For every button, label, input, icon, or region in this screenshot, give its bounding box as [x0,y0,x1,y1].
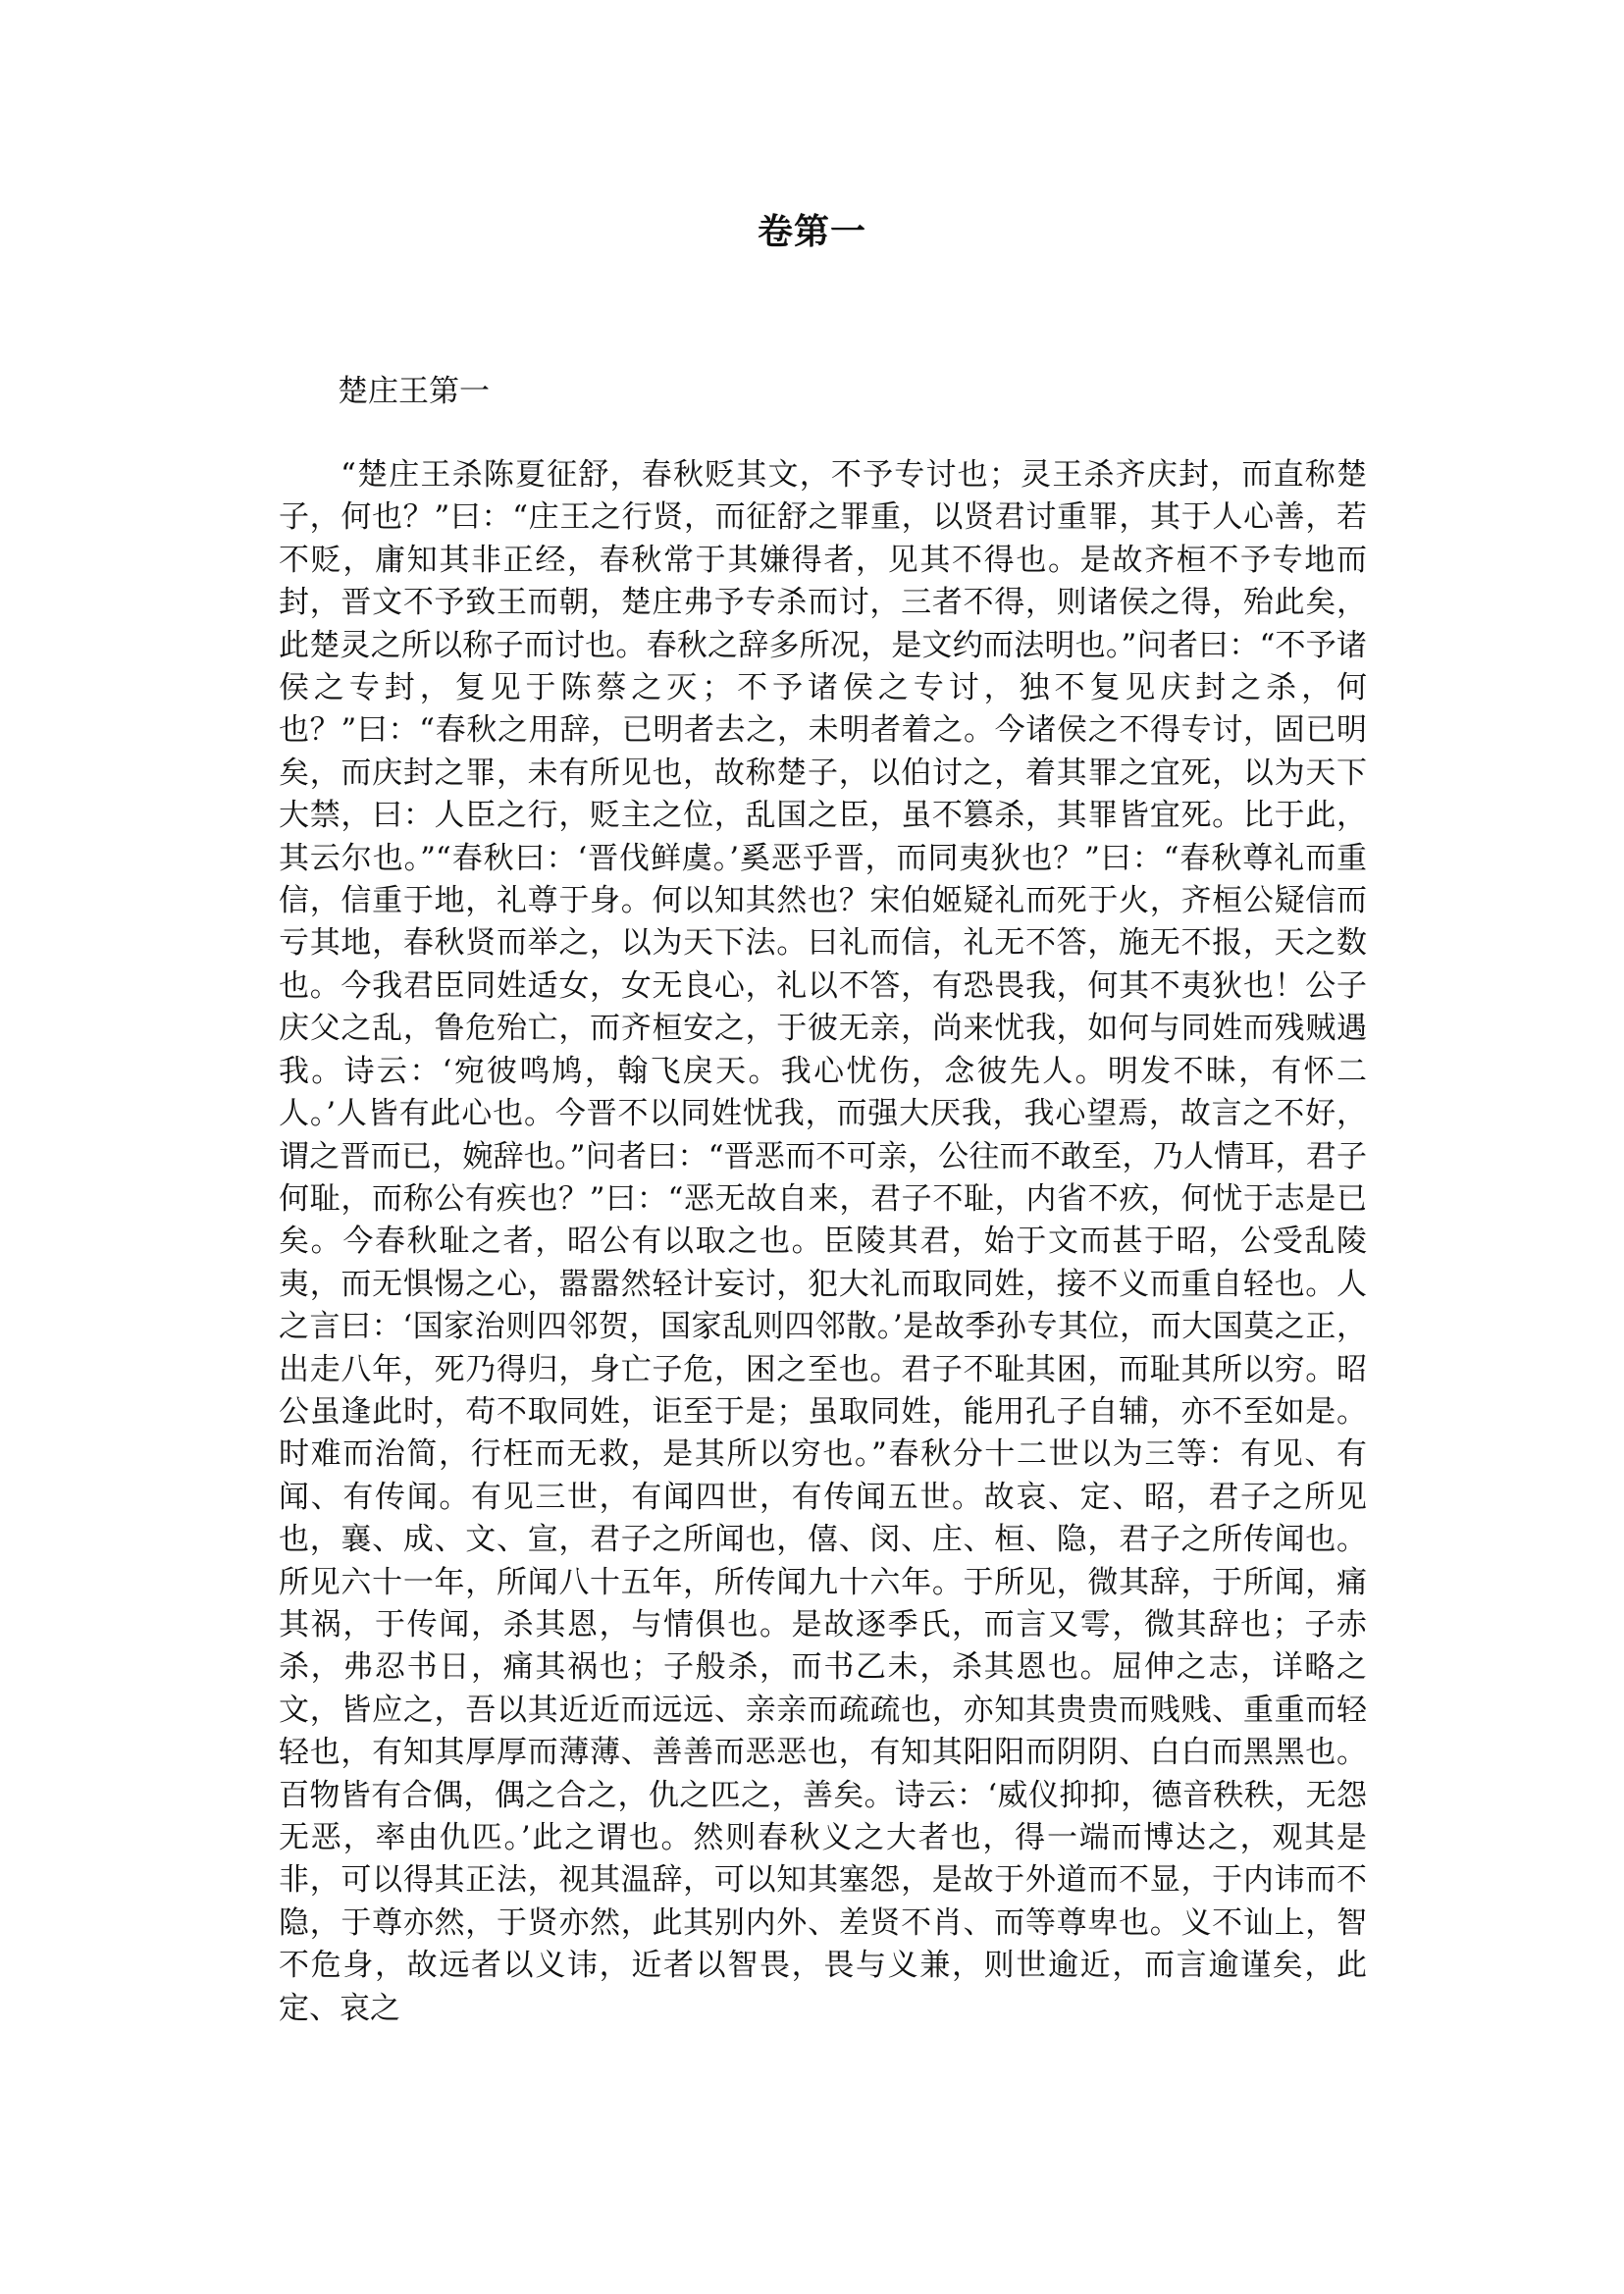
body-paragraph: “楚庄王杀陈夏征舒，春秋贬其文，不予专讨也；灵王杀齐庆封，而直称楚子，何也？”曰：“庄王之行贤，而征舒之罪重，以贤君讨重罪，其于人心善，若不贬，庸知其非正经，春秋常于其嫌得者，见其不得也。是故齐桓不予专地而封，晋文不予致王而朝，楚庄弗予专杀而讨，三者不得，则诸侯之得，殆此矣，此楚灵之所以称子而讨也。春秋之辞多所况，是文约而法明也。”问者曰：“不予诸侯之专封，复见于陈蔡之灭；不予诸侯之专讨，独不复见庆封之杀，何也？”曰：“春秋之用辞，已明者去之，未明者着之。今诸侯之不得专讨，固已明矣，而庆封之罪，未有所见也，故称楚子，以伯讨之，着其罪之宜死，以为天下大禁，曰：人臣之行，贬主之位，乱国之臣，虽不篡杀，其罪皆宜死。比于此，其云尔也。”“春秋曰：‘晋伐鲜虞。’奚恶乎晋，而同夷狄也？”曰：“春秋尊礼而重信，信重于地，礼尊于身。何以知其然也？宋伯姬疑礼而死于火，齐桓公疑信而亏其地，春秋贤而举之，以为天下法。曰礼而信，礼无不答，施无不报，天之数也。今我君臣同姓适女，女无良心，礼以不答，有恐畏我，何其不夷狄也！公子庆父之乱，鲁危殆亡，而齐桓安之，于彼无亲，尚来忧我，如何与同姓而残贼遇我。诗云：‘宛彼鸣鸠，翰飞戾天。我心忧伤，念彼先人。明发不昧，有怀二人。’人皆有此心也。今晋不以同姓忧我，而强大厌我，我心望焉，故言之不好，谓之晋而已，婉辞也。”问者曰：“晋恶而不可亲，公往而不敢至，乃人情耳，君子何耻，而称公有疾也？”曰：“恶无故自来，君子不耻，内省不疚，何忧于志是已矣。今春秋耻之者，昭公有以取之也。臣陵其君，始于文而甚于昭，公受乱陵夷，而无惧惕之心，嚣嚣然轻计妄讨，犯大礼而取同姓，接不义而重自轻也。人之言曰：‘国家治则四邻贺，国家乱则四邻散。’是故季孙专其位，而大国莫之正，出走八年，死乃得归，身亡子危，困之至也。君子不耻其困，而耻其所以穷。昭公虽逢此时，苟不取同姓，讵至于是；虽取同姓，能用孔子自辅，亦不至如是。时难而治简，行枉而无救，是其所以穷也。”春秋分十二世以为三等：有见、有闻、有传闻。有见三世，有闻四世，有传闻五世。故哀、定、昭，君子之所见也，襄、成、文、宣，君子之所闻也，僖、闵、庄、桓、隐，君子之所传闻也。所见六十一年，所闻八十五年，所传闻九十六年。于所见，微其辞，于所闻，痛其祸，于传闻，杀其恩，与情俱也。是故逐季氏，而言又雩，微其辞也；子赤杀，弗忍书日，痛其祸也；子般杀，而书乙未，杀其恩也。屈伸之志，详略之文，皆应之，吾以其近近而远远、亲亲而疏疏也，亦知其贵贵而贱贱、重重而轻轻也，有知其厚厚而薄薄、善善而恶恶也，有知其阳阳而阴阴、白白而黑黑也。百物皆有合偶，偶之合之，仇之匹之，善矣。诗云：‘威仪抑抑，德音秩秩，无怨无恶，率由仇匹。’此之谓也。然则春秋义之大者也，得一端而博达之，观其是非，可以得其正法，视其温辞，可以知其塞怨，是故于外道而不显，于内讳而不隐，于尊亦然，于贤亦然，此其别内外、差贤不肖、而等尊卑也。义不讪上，智不危身，故远者以义讳，近者以智畏，畏与义兼，则世逾近，而言逾谨矣，此定、哀之 [279,457,1367,2026]
section-heading: 楚庄王第一 [338,374,490,409]
chapter-title: 卷第一 [757,212,866,252]
